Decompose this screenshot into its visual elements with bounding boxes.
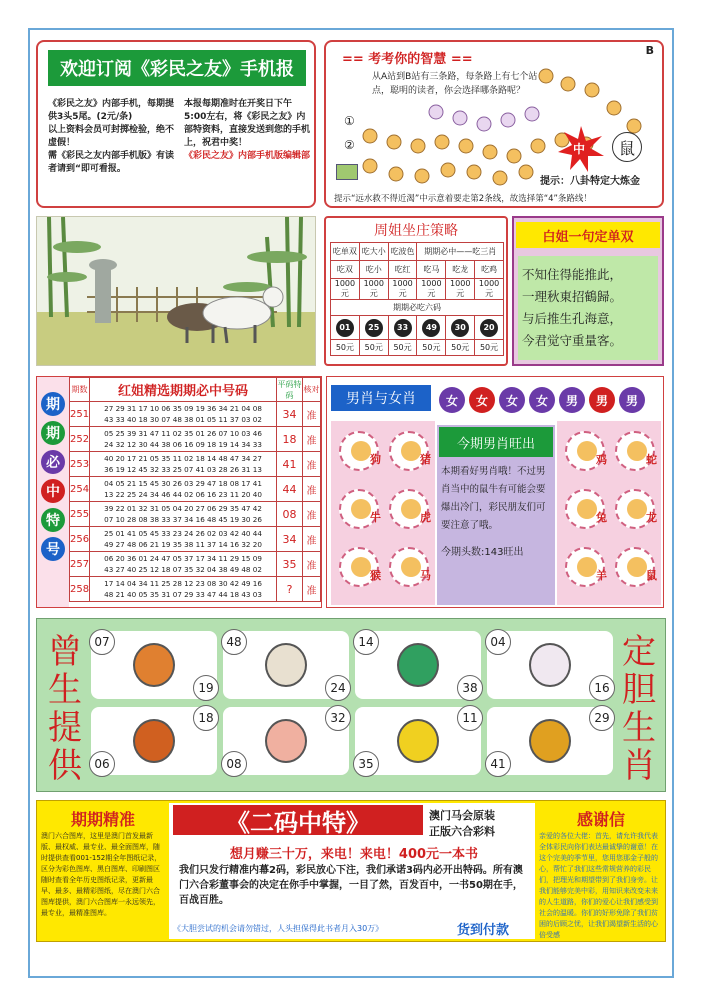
zodiac-number: 11 — [457, 705, 483, 731]
subscribe-title: 欢迎订阅《彩民之友》手机报 — [48, 50, 306, 86]
gender-chip: 男 — [619, 387, 645, 413]
phrase-box — [512, 216, 664, 366]
animal-badge — [339, 547, 379, 587]
phrase-line: 与后推生孔海意， — [522, 311, 623, 326]
code-cell: 35 — [277, 552, 303, 577]
gender-panel — [326, 376, 664, 608]
pig-icon — [265, 719, 307, 763]
table-row — [70, 577, 321, 602]
strategy-price: 50元 — [446, 340, 475, 356]
table-row — [70, 552, 321, 577]
code-cell: 34 — [277, 527, 303, 552]
check-cell: 准 — [303, 552, 321, 577]
animal-face-icon — [351, 499, 371, 519]
animal-name: 龙 — [646, 511, 657, 524]
col-header: 核对 — [303, 378, 321, 402]
gender-mid-text: 本期看好男肖哦！不过男肖当中的鼠牛有可能会要爆出冷门，彩民朋友们可要注意了哦。 — [441, 466, 546, 531]
col-header: 红姐精选期期必中号码 — [90, 378, 277, 402]
strategy-cell: 1000元 — [417, 279, 446, 300]
zodiac-side-char: 供 — [48, 746, 82, 786]
check-cell: 准 — [303, 402, 321, 427]
bottom-pay: 货到付款 — [457, 923, 510, 938]
animal-face-icon — [401, 499, 421, 519]
male-animals — [331, 421, 435, 605]
subscribe-col2: 本报每期准时在开奖日下午5:00左右，将《彩民之友》内部特资料，直接发送到您的手机上，祝君中奖！ 《彩民之友》内部手机版编辑部 — [184, 99, 311, 161]
strategy-cell: 1000元 — [359, 279, 388, 300]
strategy-cell: 吃双 — [331, 261, 360, 279]
zodiac-number: 24 — [325, 675, 351, 701]
check-cell: 准 — [303, 527, 321, 552]
animal-face-icon — [627, 499, 647, 519]
animal-badge — [389, 489, 429, 529]
code-cell: 44 — [277, 477, 303, 502]
zodiac-number: 38 — [457, 675, 483, 701]
animal-name: 狗 — [370, 453, 381, 466]
puzzle-path-1: ① — [344, 114, 355, 128]
animal-name: 鸡 — [596, 453, 607, 466]
animal-badge — [565, 547, 605, 587]
bottom-body: 我们只发行精准内幕2码，彩民放心下注，我们承诺3码内必开出特码。所有澳门六合彩董事会的决定在你手中掌握，一目了然，百发百中，一书50期在手，百战百胜。 — [179, 865, 523, 906]
animal-face-icon — [351, 557, 371, 577]
lottery-side — [37, 377, 69, 607]
puzzle-house-icon — [336, 164, 358, 180]
ox-icon — [133, 719, 175, 763]
side-char: 中 — [41, 479, 65, 503]
bottom-mid — [169, 803, 535, 939]
table-row — [70, 502, 321, 527]
phrase-title: 白姐一句定单双 — [516, 222, 660, 248]
numbers-cell: 40 20 17 21 05 35 11 02 18 14 48 47 34 27 36 19 12 45 32 33 25 07 41 03 28 26 31 13 — [90, 452, 277, 477]
period-cell: 252 — [70, 427, 90, 452]
numbers-cell: 27 29 31 17 10 06 35 09 19 36 34 21 04 08 43 33 40 18 30 07 48 38 01 05 11 37 03 02 — [90, 402, 277, 427]
strategy-cell: 吃红 — [388, 261, 417, 279]
lottery-ball: 20 — [480, 319, 498, 337]
animal-badge — [389, 547, 429, 587]
animal-name: 蛇 — [646, 453, 657, 466]
gender-chips — [439, 387, 663, 413]
check-cell: 准 — [303, 477, 321, 502]
numbers-cell: 05 25 39 31 47 11 02 35 01 26 07 10 03 46 24 32 12 30 44 38 06 16 09 18 19 14 34 33 — [90, 427, 277, 452]
gender-chip: 女 — [439, 387, 465, 413]
zodiac-side-char: 胆 — [622, 670, 656, 710]
col-header: 期数 — [70, 378, 90, 402]
lottery-ball: 25 — [365, 319, 383, 337]
animal-badge — [339, 489, 379, 529]
snake-icon — [397, 643, 439, 687]
phrase-line: 不知住得能推此， — [522, 267, 623, 282]
zodiac-number: 32 — [325, 705, 351, 731]
animal-face-icon — [627, 441, 647, 461]
animal-face-icon — [401, 557, 421, 577]
puzzle-rat-char: 鼠 — [612, 132, 642, 162]
strategy-table — [330, 242, 504, 356]
numbers-cell: 17 14 04 34 11 25 28 12 23 08 30 42 49 16 48 21 40 05 35 31 07 29 33 47 44 18 43 03 — [90, 577, 277, 602]
code-cell: ? — [277, 577, 303, 602]
strategy-six-title: 期期必吃六码 — [331, 300, 504, 316]
zodiac-panel — [36, 618, 666, 792]
animal-face-icon — [351, 441, 371, 461]
animal-badge — [615, 431, 655, 471]
animal-badge — [615, 489, 655, 529]
animal-badge — [565, 489, 605, 529]
gender-mid-title: 今期男肖旺出 — [439, 427, 553, 457]
strategy-cell: 吃马 — [417, 261, 446, 279]
zodiac-number: 48 — [221, 629, 247, 655]
table-row — [70, 402, 321, 427]
animal-name: 羊 — [596, 569, 607, 582]
zodiac-card — [223, 707, 349, 775]
code-cell: 18 — [277, 427, 303, 452]
zodiac-card — [487, 631, 613, 699]
tiger-icon — [529, 719, 571, 763]
zodiac-card — [487, 707, 613, 775]
period-cell: 256 — [70, 527, 90, 552]
animal-face-icon — [627, 557, 647, 577]
zodiac-number: 06 — [89, 751, 115, 777]
goat-illustration — [36, 216, 316, 366]
zodiac-card — [91, 631, 217, 699]
subscribe-box — [36, 40, 316, 208]
check-cell: 准 — [303, 502, 321, 527]
puzzle-center-char: 中 — [573, 142, 586, 156]
puzzle-title: == 考考你的智慧 == — [342, 52, 473, 67]
side-char: 期 — [41, 392, 65, 416]
table-row — [70, 452, 321, 477]
strategy-header: 吃大小 — [359, 243, 388, 261]
zodiac-right-text — [619, 633, 659, 785]
gender-chip: 女 — [529, 387, 555, 413]
bottom-section — [36, 800, 666, 942]
side-char: 期 — [41, 421, 65, 445]
gender-title: 男肖与女肖 — [331, 385, 431, 411]
zodiac-side-char: 生 — [48, 670, 82, 710]
animal-badge — [565, 431, 605, 471]
strategy-cell: 1000元 — [446, 279, 475, 300]
period-cell: 253 — [70, 452, 90, 477]
code-cell: 34 — [277, 402, 303, 427]
strategy-balls-row — [331, 316, 504, 340]
zodiac-number: 29 — [589, 705, 615, 731]
strategy-cell: 1000元 — [388, 279, 417, 300]
zodiac-card — [355, 707, 481, 775]
phrase-line: 今君觉守重量客。 — [522, 333, 623, 348]
zodiac-side-char: 肖 — [622, 746, 656, 786]
animal-name: 鼠 — [646, 569, 657, 582]
animal-face-icon — [401, 441, 421, 461]
puzzle-hint: 提示：八卦特定大炼金 — [540, 176, 640, 187]
strategy-cell: 吃龙 — [446, 261, 475, 279]
animal-name: 猪 — [420, 453, 431, 466]
animal-name: 兔 — [596, 511, 607, 524]
numbers-cell: 25 01 41 05 45 33 23 24 26 02 03 42 40 44 49 27 48 06 21 19 35 38 11 37 14 16 32 20 — [90, 527, 277, 552]
goat-icon — [265, 643, 307, 687]
zodiac-side-char: 定 — [622, 632, 656, 672]
zodiac-card — [91, 707, 217, 775]
bottom-slogan: 想月赚三十万，来电！来电！400元一本书 — [229, 847, 479, 862]
strategy-price: 50元 — [359, 340, 388, 356]
animal-name: 牛 — [370, 511, 381, 524]
lottery-ball: 30 — [451, 319, 469, 337]
gender-mid-count: 今期头数:143旺出 — [441, 547, 524, 558]
period-cell: 254 — [70, 477, 90, 502]
zodiac-number: 04 — [485, 629, 511, 655]
period-cell: 257 — [70, 552, 90, 577]
puzzle-path-2: ② — [344, 138, 355, 152]
animal-face-icon — [577, 557, 597, 577]
lottery-ball: 33 — [394, 319, 412, 337]
bottom-foot: 《大胆尝试的机会请勿错过，人头担保得此书者月入30万》 — [173, 924, 384, 933]
bottom-left-text: 澳门六合图库，这里是澳门首发最新版、最权威、最专业、最全面图库，随时提供查看001-152期全年图纸记录，区分为彩色图库、黑白图库、印刷图区 随时查看全年历史图纸记录，更新最早、最多、最精彩图纸，尽在澳门六合图库提供，澳门六合图库一永远领先，最专业，最精准图库。 — [41, 832, 162, 917]
strategy-box — [324, 216, 508, 366]
zodiac-number: 35 — [353, 751, 379, 777]
zodiac-number: 18 — [193, 705, 219, 731]
strategy-cell: 1000元 — [331, 279, 360, 300]
female-animals — [557, 421, 661, 605]
zodiac-number: 16 — [589, 675, 615, 701]
bottom-mid-title: 《二码中特》 — [173, 805, 423, 835]
lottery-table — [69, 377, 321, 602]
zodiac-number: 08 — [221, 751, 247, 777]
period-cell: 255 — [70, 502, 90, 527]
numbers-cell: 39 22 01 32 31 05 04 20 27 06 29 35 47 42 07 10 28 08 38 33 37 34 16 48 45 19 30 26 — [90, 502, 277, 527]
zodiac-left-text — [45, 633, 85, 785]
chicken-icon — [397, 719, 439, 763]
table-row — [70, 477, 321, 502]
puzzle-text: 从A站到B站有三条路，每条路上有七个站点，聪明的读者，你会选择哪条路呢？ — [372, 72, 538, 96]
animal-name: 猴 — [370, 569, 381, 582]
bottom-mid-side1: 澳门马会原装 — [429, 809, 495, 822]
phrase-line: 一理秋東招鶴歸。 — [522, 289, 623, 304]
strategy-cell: 吃鸡 — [475, 261, 504, 279]
lottery-ball: 49 — [422, 319, 440, 337]
zodiac-number: 19 — [193, 675, 219, 701]
strategy-header: 期期必中——吃三肖 — [417, 243, 504, 261]
table-row — [70, 427, 321, 452]
gender-chip: 女 — [499, 387, 525, 413]
gender-chip: 男 — [589, 387, 615, 413]
zodiac-card — [355, 631, 481, 699]
strategy-price: 50元 — [417, 340, 446, 356]
strategy-header: 吃单双 — [331, 243, 360, 261]
strategy-price: 50元 — [331, 340, 360, 356]
period-cell: 258 — [70, 577, 90, 602]
check-cell: 准 — [303, 452, 321, 477]
puzzle-label-b: B — [645, 44, 654, 57]
side-char: 特 — [41, 508, 65, 532]
side-char: 号 — [41, 537, 65, 561]
zodiac-side-char: 生 — [622, 708, 656, 748]
mouse-icon — [133, 643, 175, 687]
puzzle-box — [324, 40, 664, 208]
check-cell: 准 — [303, 577, 321, 602]
period-cell: 251 — [70, 402, 90, 427]
animal-face-icon — [577, 441, 597, 461]
rabbit-icon — [529, 643, 571, 687]
strategy-title: 周姐坐庄策略 — [374, 223, 458, 239]
strategy-price: 50元 — [388, 340, 417, 356]
col-header: 平码特码 — [277, 379, 302, 400]
puzzle-footer: 提示“远水救不得近渴”中示意着要走第2条线，故选择第“4”条路线！ — [334, 194, 592, 204]
strategy-cell: 吃小 — [359, 261, 388, 279]
gender-chip: 男 — [559, 387, 585, 413]
strategy-header: 吃波色 — [388, 243, 417, 261]
code-cell: 08 — [277, 502, 303, 527]
strategy-cell: 1000元 — [475, 279, 504, 300]
side-char: 必 — [41, 450, 65, 474]
bottom-mid-side2: 正版六合彩料 — [429, 825, 495, 838]
lottery-panel — [36, 376, 322, 608]
animal-badge — [615, 547, 655, 587]
subscribe-col1: 《彩民之友》内部手机，每期提供3头5尾。(2元/条) 以上资料会员可封掷检验，绝不虚假！ 需《彩民之友内部手机版》有读者请到“即可看报。 — [48, 99, 175, 174]
zodiac-number: 41 — [485, 751, 511, 777]
check-cell: 准 — [303, 427, 321, 452]
code-cell: 41 — [277, 452, 303, 477]
zodiac-number: 14 — [353, 629, 379, 655]
zodiac-card — [223, 631, 349, 699]
animal-badge — [339, 431, 379, 471]
animal-badge — [389, 431, 429, 471]
bottom-right-text: 亲爱的各位大佬：首先，请允许我代表全体彩民向你们表达最诚挚的谢意！在这个完美的季节里，您用您那金子般的心，帮忙了我们这些常规营养的彩民们，把理光和期望带到了我们身旁。让我们能够完美中彩，用知识来改变未来的人生道路，你们的爱心让我们感受到社会的温暖。你们的好形免除了我们贫困的后顾之忧，让我们渴望新生活的心倍受感 — [539, 832, 658, 939]
bottom-right-title: 感谢信 — [576, 810, 625, 829]
gender-mid — [437, 425, 555, 605]
gender-chip: 女 — [469, 387, 495, 413]
zodiac-side-char: 曾 — [48, 632, 82, 672]
table-row — [70, 527, 321, 552]
numbers-cell: 04 05 21 15 45 30 26 03 29 47 18 08 17 41 13 22 25 24 34 46 44 02 06 16 23 11 20 40 — [90, 477, 277, 502]
lottery-ball: 01 — [336, 319, 354, 337]
strategy-price: 50元 — [475, 340, 504, 356]
zodiac-side-char: 提 — [48, 708, 82, 748]
animal-name: 马 — [420, 569, 431, 582]
animal-name: 虎 — [420, 511, 431, 524]
phrase-body — [518, 256, 658, 360]
bottom-left-title: 期期精准 — [70, 810, 135, 829]
animal-face-icon — [577, 499, 597, 519]
zodiac-number: 07 — [89, 629, 115, 655]
numbers-cell: 06 20 36 01 24 47 05 37 17 34 11 29 15 09 43 27 40 25 12 18 07 35 32 04 38 49 48 02 — [90, 552, 277, 577]
